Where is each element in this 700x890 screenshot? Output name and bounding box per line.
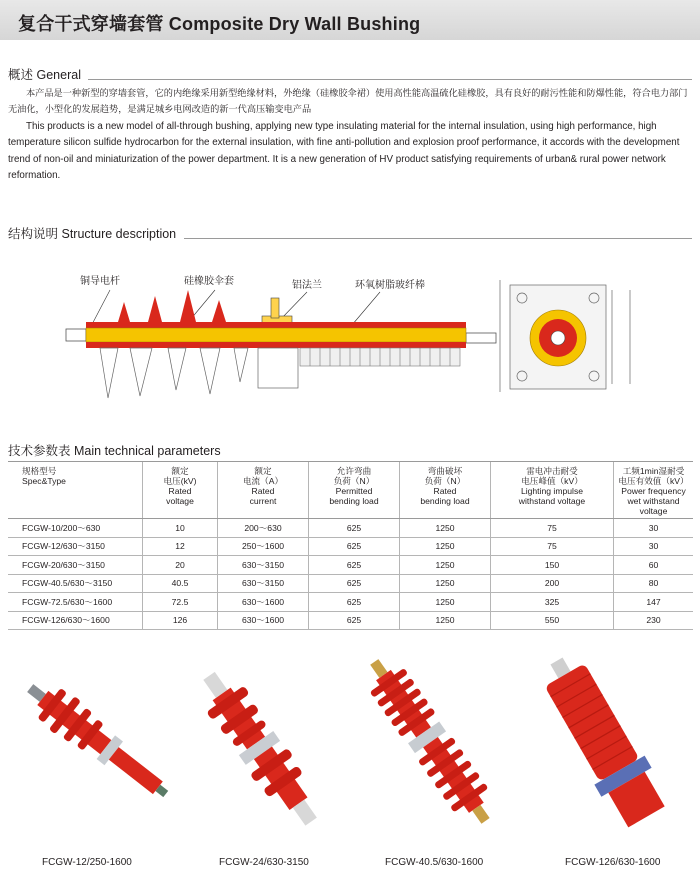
label-epoxy-rod: 环氧树脂玻纤棒 [355, 280, 425, 291]
label-silicone-sheds: 硅橡胶伞套 [184, 276, 234, 287]
general-paragraph-zh: 本产品是一种新型的穿墙套管，它的内绝缘采用新型绝缘材料，外绝缘（硅橡胶伞裙）使用高性能高温硫化硅橡胶，具有良好的耐污性能和防爆性能，符合电力部门无油化，小型化的发展趋势，是满足城乡电网改造的新一代高压输变电产品 [8, 88, 688, 116]
column-header: 弯曲破坏 负荷（N） Rated bending load [400, 462, 491, 519]
column-header: 额定 电流（A） Rated current [218, 462, 309, 519]
product-image-3 [357, 650, 503, 833]
structure-diagram [0, 250, 700, 420]
product-caption-3: FCGW-40.5/630-1600 [385, 857, 484, 868]
outer-insulation-bottom [86, 342, 466, 348]
product-image-4 [531, 650, 671, 831]
label-aluminum-flange: 铝法兰 [292, 280, 322, 291]
table-row: FCGW-20/630～3150 20 630～3150 625 1250 150 60 [8, 556, 693, 575]
label-copper-rod: 铜导电杆 [80, 276, 120, 287]
column-header: 规格型号 Spec&Type [8, 462, 143, 519]
table-row: FCGW-72.5/630～1600 72.5 630～1600 625 1250 325 147 [8, 593, 693, 612]
section-divider [88, 79, 692, 80]
params-heading: 技术参数表 Main technical parameters [8, 443, 221, 458]
epoxy-core [86, 328, 466, 342]
column-header: 雷电冲击耐受 电压峰值（kV） Lighting impulse withstand voltage [491, 462, 614, 519]
column-header: 额定 电压(kV) Rated voltage [143, 462, 218, 519]
column-header: 允许弯曲 负荷（N） Permitted bending load [309, 462, 400, 519]
structure-heading: 结构说明 Structure description [8, 226, 177, 241]
product-caption-1: FCGW-12/250-1600 [42, 857, 132, 868]
page-title: 复合干式穿墙套管 Composite Dry Wall Bushing [18, 14, 421, 34]
table-header-row [8, 462, 693, 519]
table-row: FCGW-12/630～3150 12 250～1600 625 1250 75 30 [8, 537, 693, 556]
table-row: FCGW-40.5/630～3150 40.5 630～3150 625 1250 200 80 [8, 574, 693, 593]
section-divider [184, 238, 692, 239]
product-caption-2: FCGW-24/630-3150 [219, 857, 309, 868]
column-header: 工频1min湿耐受 电压有效值（kV） Power frequency wet withstand voltage [614, 462, 694, 519]
parameters-table [8, 461, 693, 630]
flange-tab [271, 298, 279, 318]
product-image-1 [17, 672, 178, 811]
ribbed-section [300, 348, 460, 366]
product-photos [0, 650, 700, 850]
end-view-conductor [551, 331, 565, 345]
general-text [8, 86, 692, 184]
table-row: FCGW-10/200～630 10 200～630 625 1250 75 30 [8, 519, 693, 538]
lower-sheds [100, 348, 298, 398]
product-caption-4: FCGW-126/630-1600 [565, 857, 661, 868]
upper-sheds [118, 290, 226, 322]
product-image-2 [190, 663, 330, 835]
general-paragraph-en: This products is a new model of all-through bushing, applying new type insulating material for the internal insulation, using high performance, high temperature silicon sulfide hydrocarbon for the external insulation, with fine anti-pollution and explosion proof performance, it accords with the development trend of non-oil and miniaturization of the power department. It is a new generation of HV product satisfying requirements of urban& rural power network reformation. [8, 120, 680, 182]
title-bar [0, 0, 700, 40]
general-heading: 概述 General [8, 67, 81, 82]
table-row: FCGW-126/630～1600 126 630～1600 625 1250 550 230 [8, 611, 693, 630]
